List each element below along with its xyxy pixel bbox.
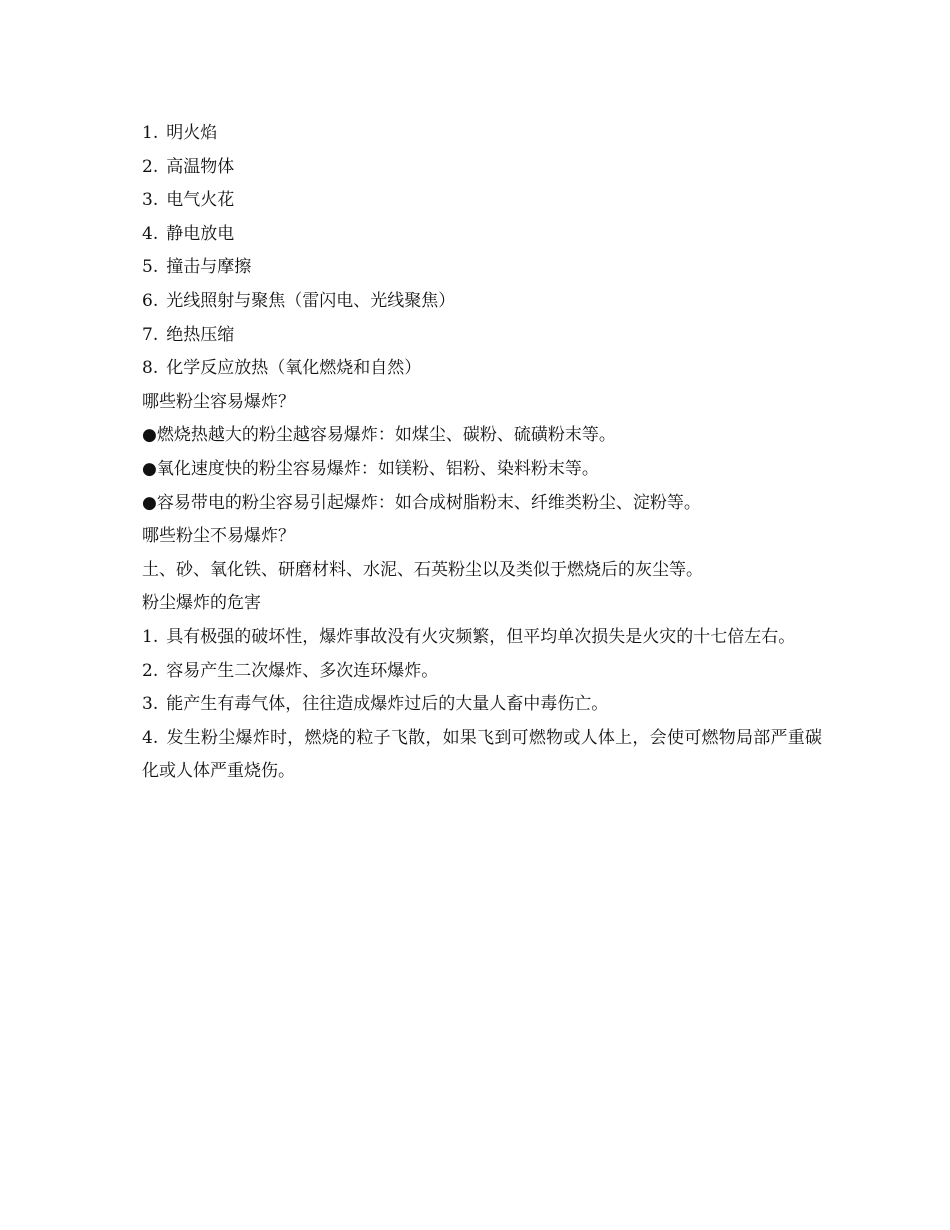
ignition-item (142, 285, 822, 319)
item-text: 具有极强的破坏性，爆炸事故没有火灾频繁，但平均单次损失是火灾的十七倍左右。 (166, 626, 796, 647)
item-text: 绝热压缩 (166, 324, 235, 345)
easy-dust-item (142, 419, 822, 453)
item-text: 撞击与摩擦 (166, 257, 252, 278)
hazard-heading: 粉尘爆炸的危害 (142, 593, 261, 614)
ignition-item (142, 352, 822, 386)
hard-dust-heading: 哪些粉尘不易爆炸？ (142, 526, 295, 547)
bullet-icon: ● (142, 458, 157, 479)
document-body (142, 117, 822, 789)
item-text: 容易产生二次爆炸、多次连环爆炸。 (166, 660, 439, 681)
ignition-item (142, 251, 822, 285)
item-number: 3. (142, 190, 159, 211)
item-number: 2. (142, 660, 159, 681)
easy-dust-item (142, 453, 822, 487)
ignition-item (142, 218, 822, 252)
item-text: 光线照射与聚焦（雷闪电、光线聚焦） (166, 290, 456, 311)
item-text: 明火焰 (166, 123, 218, 143)
item-number: 6. (142, 290, 159, 311)
item-text: 静电放电 (166, 223, 235, 244)
hazard-item (142, 655, 822, 689)
easy-dust-item (142, 487, 822, 521)
easy-dust-heading: 哪些粉尘容易爆炸？ (142, 391, 295, 412)
item-number: 1. (142, 626, 159, 647)
hard-dust-text: 土、砂、氧化铁、研磨材料、水泥、石英粉尘以及类似于燃烧后的灰尘等。 (142, 559, 703, 580)
item-number: 4. (142, 223, 159, 244)
bullet-icon: ● (142, 492, 157, 513)
hazard-item (142, 722, 822, 789)
ignition-item (142, 151, 822, 185)
item-number: 8. (142, 358, 159, 379)
item-number: 5. (142, 257, 159, 278)
item-text: 能产生有毒气体，往往造成爆炸过后的大量人畜中毒伤亡。 (166, 694, 609, 715)
item-number: 4. (142, 727, 159, 748)
item-number: 7. (142, 324, 159, 345)
hazard-item (142, 621, 822, 655)
item-text: 燃烧热越大的粉尘越容易爆炸：如煤尘、碳粉、硫磺粉末等。 (156, 425, 616, 446)
item-text: 氧化速度快的粉尘容易爆炸：如镁粉、铝粉、染料粉末等。 (156, 458, 599, 479)
item-text: 容易带电的粉尘容易引起爆炸：如合成树脂粉末、纤维类粉尘、淀粉等。 (156, 492, 701, 513)
item-number: 1. (142, 123, 159, 143)
item-text: 发生粉尘爆炸时，燃烧的粒子飞散，如果飞到可燃物或人体上，会使可燃物局部严重碳化或人体严重烧伤。 (142, 727, 822, 782)
ignition-item (142, 117, 822, 151)
item-text: 电气火花 (166, 190, 235, 211)
item-number: 2. (142, 156, 159, 177)
bullet-icon: ● (142, 425, 157, 446)
item-text: 化学反应放热（氧化燃烧和自然） (166, 358, 422, 379)
item-number: 3. (142, 694, 159, 715)
ignition-item (142, 184, 822, 218)
ignition-item (142, 319, 822, 353)
item-text: 高温物体 (166, 156, 235, 177)
hazard-item (142, 688, 822, 722)
